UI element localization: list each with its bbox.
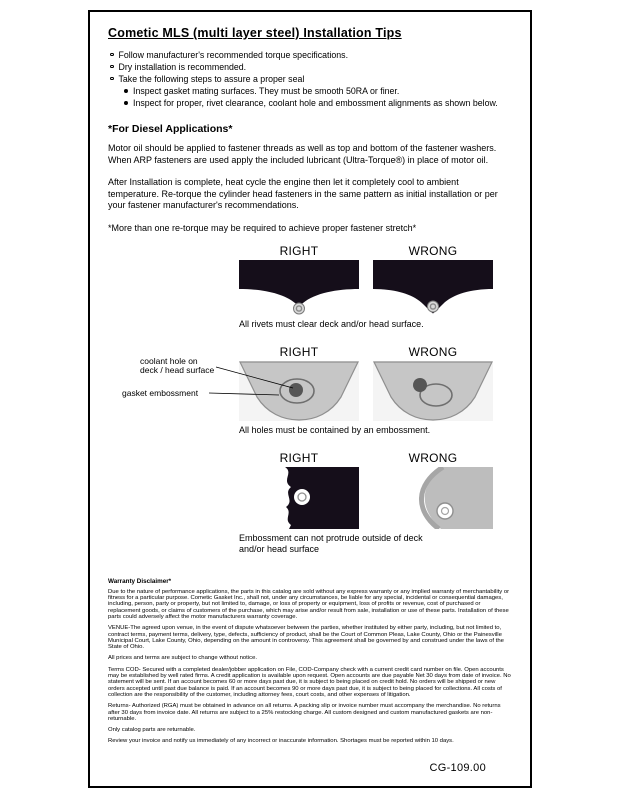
right-label: RIGHT <box>279 450 319 465</box>
caption-line: Embossment can not protrude outside of deck <box>239 532 423 543</box>
warranty-heading: Warranty Disclaimer* <box>108 577 172 585</box>
diesel-paragraph-2: After Installation is complete, heat cycle the engine then let it completely cool to ambient temperature. Re-torque the cylinder head fasteners in the same pattern as initial installation or per your fastener manufacturer's recommendations. <box>108 177 498 210</box>
page-title: Cometic MLS (multi layer steel) Installation Tips <box>108 26 402 40</box>
circle-bullet-icon <box>110 53 114 57</box>
hole-embossment-right-diagram <box>239 361 359 421</box>
list-item <box>108 61 512 73</box>
right-wrong-headers <box>239 244 512 258</box>
protrusion-right-diagram <box>239 467 359 529</box>
diagram-row-rivets <box>108 244 512 330</box>
retorque-note: *More than one re-torque may be required to achieve proper fastener stretch* <box>108 222 417 233</box>
callout-text: deck / head surface <box>140 365 215 375</box>
dot-bullet-icon <box>124 101 128 105</box>
page-border-frame <box>88 10 532 788</box>
diagram-images <box>239 361 512 421</box>
rivet-clearance-right-diagram <box>239 260 359 315</box>
bullet-text: Inspect for proper, rivet clearance, coolant hole and embossment alignments as shown below. <box>133 98 498 108</box>
callout-text: coolant hole on <box>140 355 198 366</box>
list-item <box>108 49 512 61</box>
wrong-label: WRONG <box>408 450 458 465</box>
diagram-images <box>239 260 512 315</box>
diagram-row-protrusion <box>108 451 512 555</box>
bullet-text: Take the following steps to assure a proper seal <box>118 74 305 84</box>
warranty-paragraph: Review your invoice and notify us immediately of any incorrect or inaccurate information. Shortages must be reported within 10 days. <box>108 738 454 745</box>
diagram-caption <box>239 533 512 555</box>
warranty-paragraph: All prices and terms are subject to change without notice. <box>108 655 257 662</box>
warranty-paragraph: Only catalog parts are returnable. <box>108 727 196 734</box>
diagram-caption: All rivets must clear deck and/or head surface. <box>239 318 424 329</box>
circle-bullet-icon <box>110 77 114 81</box>
diesel-paragraph-1: Motor oil should be applied to fastener threads as well as top and bottom of the fastener washers. When ARP fasteners are used apply the included lubricant (Ultra-Torque®) in place of motor oil. <box>108 143 497 165</box>
coolant-hole-callout <box>140 357 214 376</box>
diesel-applications-heading: *For Diesel Applications* <box>108 123 233 135</box>
list-item <box>122 97 512 109</box>
list-item <box>108 73 512 85</box>
right-label: RIGHT <box>279 243 319 258</box>
wrong-label: WRONG <box>408 243 458 258</box>
rivet-clearance-wrong-diagram <box>373 260 493 315</box>
right-wrong-headers <box>239 345 512 359</box>
list-item <box>122 85 512 97</box>
bullet-text: Follow manufacturer's recommended torque specifications. <box>118 50 349 60</box>
diagram-section <box>108 244 512 555</box>
warranty-paragraph: Terms COD- Secured with a completed dealer/jobber application on File, COD-Company check with a current credit card number on file. Open accounts may be established by well rated firms. A credit application is available upon request. Open accounts are due payable Net 30 days from date of invoice. No statement will be sent. If an account becomes 60 or more days past due, it is subject to being placed on credit hold. No orders will be shipped or new orders accepted until past due balance is paid. If an account becomes 90 or more days past due, it is subject to being placed for collections. All costs of collection are the responsibility of the customer, including attorney fees, court costs, and other expenses of litigation. <box>108 666 511 698</box>
right-label: RIGHT <box>279 344 319 359</box>
circle-bullet-icon <box>110 65 114 69</box>
tips-sub-bullet-list <box>122 85 512 109</box>
page-code: CG-109.00 <box>429 762 486 774</box>
protrusion-wrong-diagram <box>373 467 493 529</box>
diagram-images <box>239 467 512 529</box>
diagram-caption: All holes must be contained by an embossment. <box>239 424 431 435</box>
gasket-embossment-callout: gasket embossment <box>122 387 199 398</box>
bullet-text: Dry installation is recommended. <box>118 62 247 72</box>
warranty-disclaimer-section <box>108 579 512 745</box>
warranty-paragraph: Due to the nature of performance applications, the parts in this catalog are sold without any express warranty or any implied warranty of merchantability or fitness for a particular purpose. Cometic Gasket Inc., shall not, under any circumstances, be liable for any special, incidental or consequential damages, including, person, party or property, but not limited to, damage, or loss of property or equipment, loss of profits or revenue, cost of purchased or replacement goods, or claims of customers of the purchase, which may arise and/or result from sale, installation or use of these parts. Installation of these parts could adversely affect the motor manufacturers warranty coverage. <box>108 588 510 620</box>
caption-line: and/or head surface <box>239 543 320 554</box>
hole-embossment-wrong-diagram <box>373 361 493 421</box>
dot-bullet-icon <box>124 89 128 93</box>
diagram-row-holes <box>108 345 512 436</box>
warranty-paragraph: Returns- Authorized (RGA) must be obtained in advance on all returns. A packing slip or invoice number must accompany the merchandise. No returns after 30 days from invoice date. All returns are subject to a 25% restocking charge. All custom designed and custom manufactured gaskets are non-returnable. <box>108 703 501 722</box>
wrong-label: WRONG <box>408 344 458 359</box>
right-wrong-headers <box>239 451 512 465</box>
warranty-paragraph: VENUE-The agreed upon venue, in the event of dispute whatsoever between the parties, whether instituted by either party, including, but not limited to, contract terms, payment terms, delivery, type, defects, sufficiency of product, shall be the Court of Common Pleas, Lake County, Ohio or the Painesville Municipal Court, Lake County, Ohio, depending on the amount in controversy. This agreement shall be governed by and construed under the laws of the State of Ohio. <box>108 625 504 651</box>
tips-bullet-list <box>108 49 512 85</box>
bullet-text: Inspect gasket mating surfaces. They must be smooth 50RA or finer. <box>133 86 400 96</box>
